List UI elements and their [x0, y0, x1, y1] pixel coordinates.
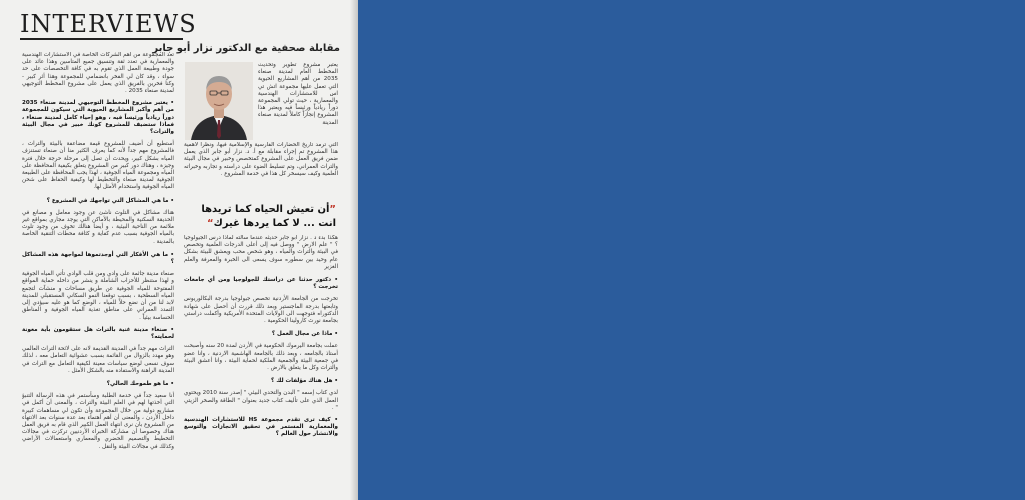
- question-heading: • ما هو طموحك الحالي؟: [106, 380, 174, 387]
- answer-paragraph: عملت بجامعة اليرموك الحكومية في الأردن لمدة 20 سنه وأصبحت أستاذ بالجامعه ، وبعد ذلك بالجامعة الهاشمية الاردنية ، وانا عضو في جمعية البيئة والجمعية الملكية لحماية البيئة ، وانا أعشق البيئة والتراث وكل ما يتعلق بالارض .: [184, 343, 338, 372]
- answer-paragraph: تعد المجموعة من أهم الشركات الخاصة في الاستشارات الهندسية والمعمارية في تعدد ثقة وتنسيق جميع المتاسين وهذا عائد على جودة وطبيعة العمل الذي تقوم به في كافة التخصصات على حد سواء ، وقد كان لي الفخر بانضمامي للمجموعة وهذا أثر كبير - وكنا فخرين بالفريق الذي يعمل على مشروع المخطط التوجيهي لمدينة صنعاء 2035 .: [22, 52, 174, 95]
- masthead-title: INTERVIEWS: [20, 10, 197, 38]
- answer-paragraph: لدي كتاب إسمه " البدن والتحدي البيئي " إصدر سنة 2010 ويحتوي العمل الذي على تأليف كتاب جديد بعنوان " الطاقة والصخر الزيتي " .: [184, 390, 338, 411]
- question-heading: • ماذا عن مجال العمل ؟: [271, 331, 338, 338]
- question-heading: • ما هي المشاكل التي تواجهك في المشروع ؟: [46, 197, 174, 204]
- intro-paragraph-continued: التي ترمد تاريخ الحضارات الفارسية والإسلامية فيها، ونظرا لأهمية هذا المشروع تم إجراء مقابلة مع أ. د. نزار أبو جابر الذي يعمل ضمن فريق العمل على المشروع كمتخصص وخبير في مجال البيئة والتراث العمراني، وتم تسليط الضوء على دراسته و تجاربه وخبراته العلمية وكيف سيسخر كل هذا في خدمة المشروع .: [184, 142, 338, 177]
- blue-background-panel: [358, 0, 1025, 500]
- pull-quote-line-2: انت ... لا كما يردها غيرك“: [207, 218, 336, 229]
- intro-paragraph: يعتبر مشروع تطوير وتحديث المخطط العام لمدينة صنعاء 2035 من أهم المشاريع الحيوية التي تعمل عليها مجموعة اتش تي اس للاستشارات الهندسية والمعمارية ، حيث تولي المجموعة دوراً ريادياً ورئيساً فيه ويعتبر هذا المشروع إنجازاً كاملاً لمدينة صنعاء المدينة: [258, 62, 338, 126]
- answer-paragraph: هناك مشاكل في التلوث ناشئ عن وجود معامل و مصانع في الحديقة السكنية والمحيطة بالأماكن التي يوجد مجاري بمواقع غير ملائمة من الناحية البيئية ، و أيضا هنالك تخوف من وجود تلوث بالمياه الجوفية بسبب عدم كفاية و كثافة محطات التنقية الخاصة بالمدينة .: [22, 209, 174, 245]
- magazine-page: [0, 0, 358, 500]
- answer-paragraph: تخرجت من الجامعة الأردنية تخصص جيولوجيا بدرجة البكالوريوس وتابعتها بدرجة الماجستير وبعد ذلك قررت أن أحصل على شهادة الدكتوراه فتوجهت الى الولايات المتحدة الأمريكية وأكملت دراستي بجامعة نورث كارولينا الحكومية .: [184, 296, 338, 325]
- question-heading: • دكتور حدثنا عن دراستك للجولوجيا ومن أي جامعات تخرجت ؟: [184, 277, 338, 291]
- question-heading: • ما هي الأفكار التي أوجدتموها لمواجهة هذه المشاكل ؟: [22, 251, 174, 266]
- intro-text-beside-photo: [258, 62, 338, 152]
- answer-paragraph: التراث مهم جداً في المدينة القديمة لانه على لائحة التراث العالمي وهو مهدد بالزوال من القائمة بسبب عشوائية التعامل معه ، لذلك سوف نسعى لوضع سياسات معينة لكيفية التعامل مع التراث في المدينة الراهنة والاستفادة منه بالشكل الأمثل .: [22, 346, 174, 374]
- answer-paragraph: أنا سعيد جداً في خدمة الطلبة وسأستمر في هذه الرسالة التنبؤ التي أخذتها لهم في العلم البيئة والتراث ، والمعنى أن أكمل في مشاريع دولية من خلال المجموعة وأن تكون لي مساهمات كبيرة داخل الأردن ، والمعنى أن أهم أهتماء بعد عدة سنوات بعد الانتهاء من المشروع بان نرى انتهاء العمل الكبير الذي قام به فريق العمل هناك وخصوصا أن مشاركة الخبراء الأردنيين تركزت في مجالات التخطيط والتصميم الحضري والمعماري واستعمالات الأراضي وكذلك في مجالات البيئة والنقل .: [22, 393, 174, 450]
- left-column: [22, 52, 174, 492]
- intro-text-wide: [184, 142, 338, 202]
- quote-close-mark: “: [207, 218, 214, 229]
- question-heading: • يعتبر مشروع المخطط التوجيهي لمدينة صنعاء 2035 من أهم وأكبر المشاريع الحيوية التي سيكون للمجموعة دوراً ريادياً ورئيساً فيه ، وهو إحياء كامل لمدينة صنعاء ، فماذا ستضيف للمشروع كونك خبير في مجال البيئة والتراث؟: [22, 100, 174, 136]
- interview-headline: مقابلة صحفية مع الدكتور نزار أبو جابر: [152, 43, 340, 54]
- portrait-photo: [185, 62, 253, 140]
- portrait-image: [185, 62, 253, 140]
- masthead-rule: [20, 38, 183, 40]
- quote-open-mark: ”: [329, 204, 336, 215]
- question-heading: • هل هناك مؤلفات لك ؟: [271, 378, 338, 385]
- answer-paragraph: هكذا بدء د . نزار أبو جابر حديثه عندما سألته لماذا درس الجيولوجيا ؟ " علم الارض " ووصل فيه إلى أعلى الدرجات العلمية وتخصص في البيئة والتراث والمياه ، وهو شخص محب ويعشق للبيئة بشكل عام وحيد بين سطوره سوف يسعى الى الخبرة والمعرفة والعلم الغزير: [184, 235, 338, 270]
- answer-paragraph: صنعاء مدينة جاثمة على وادي ومن قلب الوادي تأتي المياه الجوفية و لهذا ستنظر للأحزاب الشاملة و ينشر من داخله حماية المواقع المفتوحة للمياه الجوفية عن طريق مساحات و منشآت لتجمع المياه السطحية ، بسبب توقعنا النمو السكاني المستقبلي للمدينة لابد لنا من أن نضع حلاً للمياه ، الوضع كما هو عليه سيؤدي إلى التمدد العمراني على مناطق تغذية المياه الجوفية و المناطق الحساسة بيئياً .: [22, 271, 174, 321]
- pull-quote: [176, 203, 336, 231]
- question-heading: • صنعاء مدينة غنية بالتراث هل ستقومون بأية معونة لحمايته؟: [22, 326, 174, 340]
- question-heading: • كيف ترى تقدم مجموعة HS للاستشارات الهندسية والمعمارية المستمر في تحقيق الانجازات والتوسع والانتشار حول العالم ؟: [184, 417, 338, 438]
- answer-paragraph: أستطيع أن أضيف للمشروع قيمة مضاعفة بالبيئة والتراث ، فالمشروع مهم جداً لأنه كما يعرف الكثير منا أن صنعاء تستنزف المياه بشكل كبير، ويحدث أن تصل إلى مرحلة حرجة خلال فترة وجيزة ، وهناك دور كبير من المشروع يتعلق بكيفية المحافظة على المياه ومجموعة المياه الجوفية ، لهذا يجب المحافظة على الطبيعة الجوفية لمدينة صنعاء والتخطيط لها وكيفية الحفاظ على شحن المياه الجوفية واستخدام الأمثل لها.: [22, 141, 174, 191]
- right-column: [184, 235, 338, 495]
- pull-quote-line-1: ”أن تعيش الحياه كما تريدها: [201, 204, 336, 215]
